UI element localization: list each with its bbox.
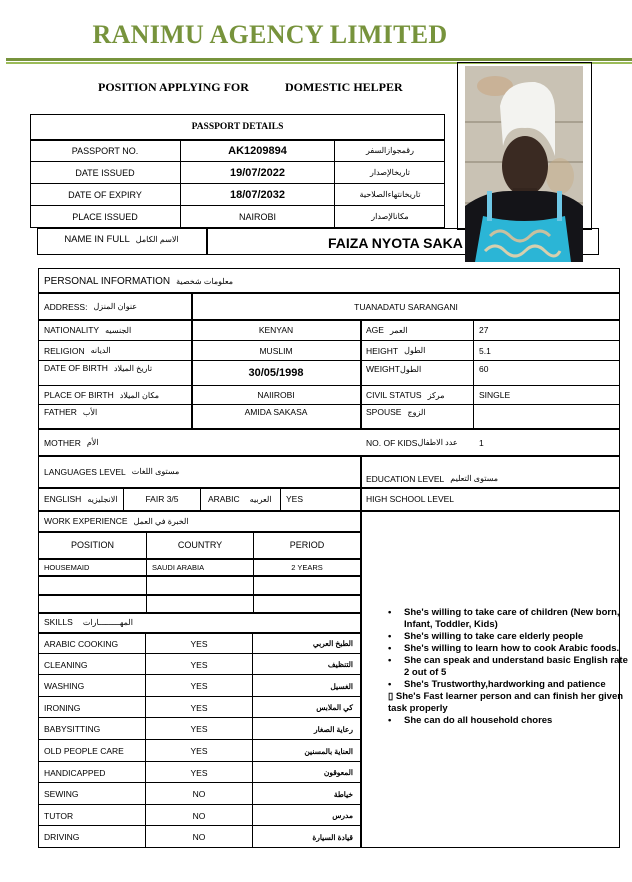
passport-no-label: PASSPORT NO.: [71, 145, 139, 156]
religion-label: RELIGION الديانه: [44, 345, 111, 356]
skill-value: YES: [190, 659, 208, 670]
note-item: [388, 631, 632, 643]
skill-arabic: الغسيل: [330, 681, 353, 691]
skill-arabic: العناية بالمسنين: [304, 746, 353, 756]
skill-label: DRIVING: [44, 832, 80, 842]
english-value: FAIR 3/5: [145, 494, 179, 504]
position-value: DOMESTIC HELPER: [285, 80, 403, 94]
skill-arabic: خياطة: [333, 789, 353, 799]
languages-title: LANGUAGES LEVEL مستوى اللغات: [44, 466, 180, 477]
work-header-country: COUNTRY: [177, 540, 223, 550]
skill-label: CLEANING: [44, 659, 88, 670]
company-name: RANIMU AGENCY LIMITED: [92, 20, 448, 49]
bullet-icon: •: [388, 679, 392, 690]
work-row-period: 2 YEARS: [291, 562, 323, 572]
bullet-icon: •: [388, 631, 392, 642]
skill-value: YES: [190, 724, 208, 734]
skill-value: NO: [192, 832, 206, 842]
civil-status-label: CIVIL STATUS مركز: [366, 390, 445, 400]
note-text: She's willing to take care of children (New born, Infant, Toddler, Kids): [404, 607, 620, 630]
note-text: She's Trustworthy,hardworking and patience: [404, 679, 606, 690]
spouse-value: [475, 405, 615, 419]
pob-label: PLACE OF BIRTH مكان الميلاد: [44, 390, 160, 400]
header-divider: [6, 58, 632, 61]
skill-label: IRONING: [44, 702, 81, 713]
passport-no-value: AK1209894: [228, 144, 287, 157]
skill-value: YES: [190, 702, 208, 713]
age-value: 27: [479, 325, 489, 335]
pob-value: NAIIROBI: [257, 390, 295, 400]
date-issued-label: DATE ISSUED: [75, 167, 135, 178]
note-item: [388, 607, 632, 631]
skill-value: NO: [192, 789, 206, 799]
dob-value: 30/05/1998: [248, 367, 304, 379]
note-text: She can speak and understand basic English rate 2 out of 5: [404, 655, 628, 678]
work-row-country: SAUDI ARABIA: [152, 562, 205, 572]
skill-value: YES: [190, 638, 208, 649]
bullet-icon: •: [388, 655, 392, 666]
skill-value: YES: [190, 767, 208, 778]
dob-label: DATE OF BIRTH تاريخ الميلاد: [44, 363, 153, 373]
skill-label: ARABIC COOKING: [44, 638, 119, 649]
nationality-value: KENYAN: [258, 325, 294, 335]
note-item: [388, 655, 632, 679]
full-name-value: FAIZA NYOTA SAKA: [328, 234, 463, 251]
english-label: ENGLISH الانجليزيه: [44, 494, 118, 504]
nationality-label: NATIONALITY الجنسيه: [44, 325, 132, 335]
note-text: She's willing to take care elderly people: [404, 631, 584, 642]
skill-label: SEWING: [44, 789, 79, 799]
skill-arabic: كي الملابس: [316, 703, 353, 712]
place-issued-label: PLACE ISSUED: [72, 211, 138, 222]
arabic-label: ARABIC العربيه: [208, 494, 272, 504]
skill-arabic: المعوقون: [323, 768, 353, 777]
date-expiry-label: DATE OF EXPIRY: [68, 189, 142, 200]
note-text: She's willing to learn how to cook Arabic foods.: [404, 643, 620, 654]
skill-arabic: الطبخ العربي: [312, 639, 353, 648]
weight-label: WEIGHT الطول: [366, 364, 422, 374]
work-header-position: POSITION: [70, 540, 114, 550]
note-item: [388, 715, 632, 727]
date-issued-value: 19/07/2022: [229, 166, 286, 179]
skills-title: SKILLS المهـــــــــارات: [44, 617, 133, 627]
kids-label: NO. OF KIDS عدد الاطفال: [366, 437, 458, 448]
education-title: EDUCATION LEVEL مستوى التعليم: [366, 473, 499, 484]
name-label: NAME IN FULL الاسم الكامل: [64, 233, 179, 245]
skill-arabic: التنظيف: [327, 660, 353, 669]
skill-label: WASHING: [44, 681, 85, 691]
position-label: POSITION APPLYING FOR: [98, 80, 249, 94]
date-issued-arabic: تاريخالإصدار: [370, 168, 410, 177]
bullet-icon: •: [388, 643, 392, 654]
skill-value: NO: [192, 810, 206, 821]
passport-no-arabic: رقمجوازالسفر: [366, 146, 414, 155]
weight-value: 60: [479, 364, 489, 374]
personal-info-title: PERSONAL INFORMATION معلومات شخصية: [44, 275, 234, 287]
father-value: AMIDA SAKASA: [244, 407, 308, 417]
date-expiry-value: 18/07/2032: [229, 188, 286, 201]
address-value: TUANADATU SARANGANI: [354, 301, 458, 312]
skill-label: BABYSITTING: [44, 724, 101, 734]
date-expiry-arabic: تاريخانتهاءالصلاحية: [359, 190, 421, 199]
bullet-icon: •: [388, 715, 392, 726]
work-header-period: PERIOD: [289, 540, 325, 550]
skill-label: TUTOR: [44, 810, 74, 821]
skill-label: HANDICAPPED: [44, 767, 106, 778]
education-value: HIGH SCHOOL LEVEL: [366, 494, 455, 504]
work-row-position: HOUSEMAID: [44, 562, 90, 572]
arabic-value: YES: [286, 494, 304, 504]
civil-status-value: SINGLE: [479, 390, 511, 400]
religion-value: MUSLIM: [259, 345, 293, 356]
mother-label: MOTHER الأم: [44, 437, 99, 448]
height-value: 5.1: [479, 345, 491, 356]
skill-arabic: مدرس: [332, 811, 353, 820]
height-label: HEIGHT الطول: [366, 345, 426, 356]
passport-title: PASSPORT DETAILS: [191, 122, 284, 132]
mother-value: [192, 430, 360, 455]
candidate-photo: [465, 66, 583, 262]
skill-value: YES: [190, 681, 208, 691]
age-label: AGE العمر: [366, 325, 408, 335]
spouse-label: SPOUSE الزوج: [366, 407, 426, 417]
skill-value: YES: [190, 746, 208, 756]
note-text: ▯ She's Fast learner person and can finish her given task properly: [388, 691, 624, 714]
kids-value: 1: [479, 437, 484, 448]
skill-arabic: رعاية الصغار: [314, 724, 353, 734]
work-title: WORK EXPERIENCE الخبرة في العمل: [44, 516, 189, 526]
note-item: [388, 643, 632, 655]
place-issued-value: NAIROBI: [238, 211, 276, 222]
bullet-icon: •: [388, 607, 392, 618]
note-item: [388, 679, 632, 691]
note-item: [388, 691, 632, 715]
candidate-notes: [374, 607, 632, 727]
address-label: ADDRESS: عنوان المنزل: [44, 301, 138, 312]
father-label: FATHER الأب: [44, 407, 98, 417]
skill-label: OLD PEOPLE CARE: [44, 746, 124, 756]
note-text: She can do all household chores: [404, 715, 553, 726]
skill-arabic: قيادة السيارة: [312, 832, 353, 842]
place-issued-arabic: مكانالإصدار: [371, 212, 409, 221]
